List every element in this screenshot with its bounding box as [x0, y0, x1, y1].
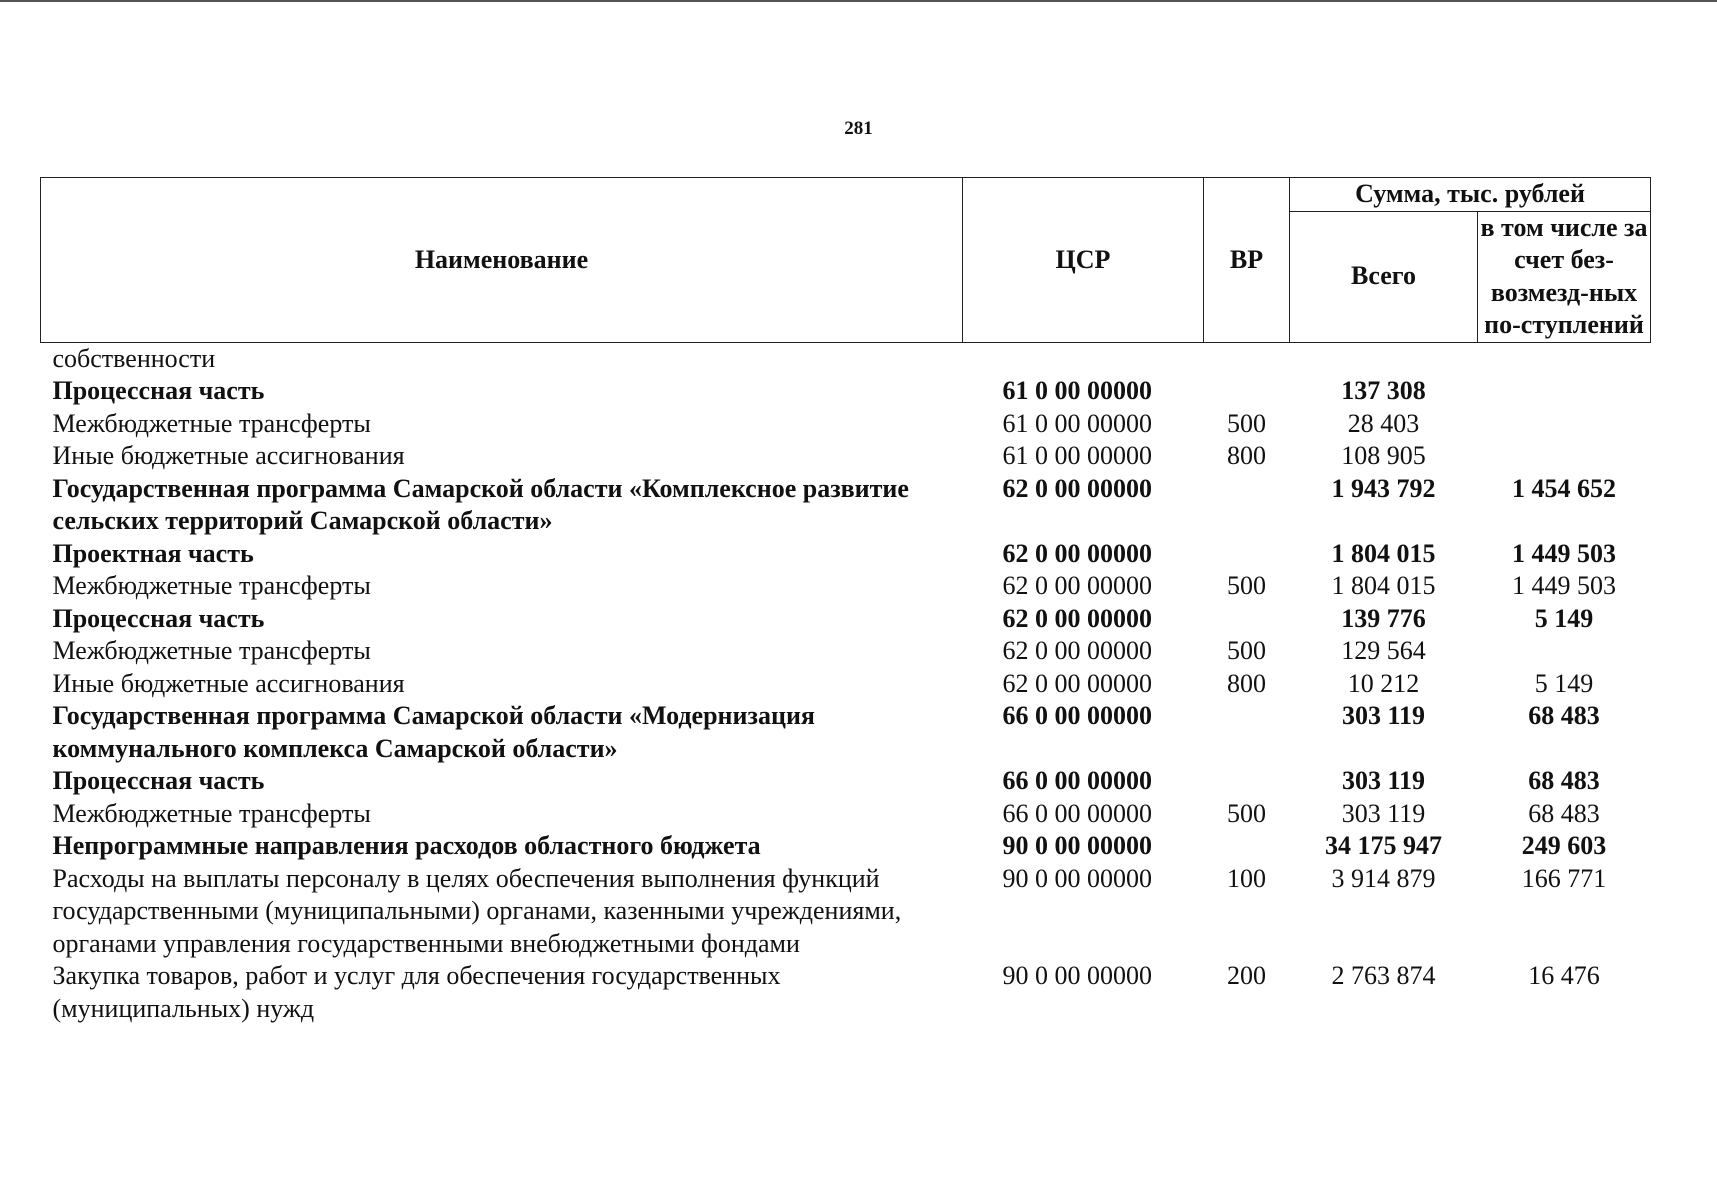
- row-name-cell: Межбюджетные трансферты: [52, 798, 371, 828]
- row-free-cell: 5 149: [1534, 603, 1594, 633]
- row-vr-cell: 800: [1227, 668, 1266, 698]
- row-vr-cell: [1204, 830, 1290, 863]
- table-row: [41, 570, 1651, 603]
- row-vr-cell: [1204, 342, 1290, 375]
- table-row: [41, 603, 1651, 636]
- row-name-cell: Расходы на выплаты персоналу в целях обеспечения выполнения функций государственными (муниципальными) органами, казенными учреждениями, органами управления государственными внебюджетными фондами: [52, 863, 902, 958]
- row-vr-cell: 500: [1227, 636, 1266, 665]
- row-csr-cell: 62 0 00 00000: [1002, 538, 1152, 568]
- row-total-cell: 1 804 015: [1331, 538, 1436, 568]
- row-name-cell: Процессная часть: [52, 376, 265, 405]
- row-vr-cell: [1204, 473, 1290, 538]
- row-total-cell: 139 776: [1341, 603, 1426, 633]
- row-vr-cell: 100: [1227, 863, 1266, 893]
- table-row: [41, 700, 1651, 765]
- row-total-cell: 129 564: [1341, 636, 1426, 665]
- header-name: Наименование: [41, 178, 963, 343]
- row-free-cell: 68 483: [1528, 766, 1600, 795]
- table-row: [41, 798, 1651, 831]
- row-total-cell: 28 403: [1347, 408, 1420, 438]
- row-total-cell: [1290, 342, 1478, 375]
- row-name-cell: Процессная часть: [52, 766, 265, 795]
- table-row: [41, 765, 1651, 798]
- row-name-cell: Непрограммные направления расходов областного бюджета: [52, 831, 761, 860]
- row-vr-cell: [1204, 603, 1290, 636]
- row-total-cell: 3 914 879: [1331, 863, 1436, 893]
- row-vr-cell: 500: [1227, 571, 1266, 600]
- row-total-cell: 34 175 947: [1325, 831, 1442, 860]
- row-csr-cell: 62 0 00 00000: [1002, 603, 1152, 633]
- row-vr-cell: [1204, 375, 1290, 408]
- row-free-cell: [1478, 375, 1651, 408]
- row-csr-cell: 66 0 00 00000: [1002, 798, 1152, 828]
- row-free-cell: [1478, 635, 1651, 668]
- table-row: [41, 635, 1651, 668]
- page-number: 281: [844, 118, 873, 139]
- table-row: [41, 863, 1651, 961]
- row-vr-cell: [1204, 765, 1290, 798]
- row-name-cell: Межбюджетные трансферты: [52, 571, 371, 600]
- table-row: [41, 473, 1651, 538]
- row-name-cell: Межбюджетные трансферты: [52, 408, 371, 438]
- row-free-cell: 166 771: [1521, 863, 1607, 893]
- row-total-cell: 137 308: [1341, 376, 1426, 405]
- row-vr-cell: 500: [1227, 798, 1266, 828]
- row-csr-cell: 90 0 00 00000: [1002, 961, 1152, 990]
- row-name-cell: Иные бюджетные ассигнования: [52, 668, 405, 698]
- budget-table: [40, 177, 1651, 1025]
- row-csr-cell: 62 0 00 00000: [1002, 636, 1152, 665]
- row-total-cell: 303 119: [1341, 701, 1426, 730]
- row-free-cell: 1 449 503: [1512, 571, 1616, 600]
- row-free-cell: 1 449 503: [1512, 538, 1616, 568]
- row-free-cell: 1 454 652: [1512, 473, 1616, 503]
- header-sum: Сумма, тыс. рублей: [1290, 178, 1651, 212]
- row-csr-cell: 62 0 00 00000: [1002, 473, 1152, 503]
- row-name-cell: Межбюджетные трансферты: [52, 636, 371, 665]
- row-free-cell: [1478, 440, 1651, 473]
- row-name-cell: Проектная часть: [52, 538, 254, 568]
- row-total-cell: 1 943 792: [1331, 473, 1436, 503]
- row-free-cell: 68 483: [1528, 701, 1600, 730]
- row-csr-cell: 90 0 00 00000: [1002, 831, 1152, 860]
- row-csr-cell: [963, 342, 1204, 375]
- row-vr-cell: [1204, 538, 1290, 571]
- table-row: [41, 538, 1651, 571]
- row-free-cell: 249 603: [1521, 831, 1607, 860]
- row-csr-cell: 66 0 00 00000: [1002, 701, 1152, 730]
- row-csr-cell: 61 0 00 00000: [1002, 441, 1152, 470]
- header-free: в том числе за счет без-возмезд-ных по-ступлений: [1478, 211, 1651, 342]
- row-csr-cell: 62 0 00 00000: [1002, 571, 1152, 600]
- table-row: [41, 375, 1651, 408]
- row-total-cell: 10 212: [1347, 668, 1420, 698]
- row-total-cell: 303 119: [1341, 766, 1426, 795]
- row-csr-cell: 90 0 00 00000: [1002, 863, 1152, 893]
- row-name-cell: Закупка товаров, работ и услуг для обеспечения государственных (муниципальных) нужд: [52, 961, 781, 1023]
- row-free-cell: 68 483: [1528, 798, 1600, 828]
- row-total-cell: 1 804 015: [1331, 571, 1436, 600]
- row-free-cell: 16 476: [1528, 961, 1600, 990]
- page-top-border: [0, 0, 1717, 2]
- row-csr-cell: 66 0 00 00000: [1002, 766, 1152, 795]
- table-row: [41, 960, 1651, 1025]
- row-name-cell: Процессная часть: [52, 603, 265, 633]
- table-header: [41, 178, 1651, 343]
- row-csr-cell: 61 0 00 00000: [1002, 376, 1152, 405]
- row-csr-cell: 61 0 00 00000: [1002, 408, 1152, 438]
- row-name-cell: собственности: [52, 343, 216, 373]
- table-row: [41, 668, 1651, 701]
- table-row: [41, 830, 1651, 863]
- row-total-cell: 2 763 874: [1331, 961, 1436, 990]
- row-vr-cell: 200: [1227, 961, 1266, 990]
- row-name-cell: Государственная программа Самарской области «Модернизация коммунального комплекса Самарской области»: [52, 701, 815, 763]
- row-name-cell: Иные бюджетные ассигнования: [52, 441, 405, 470]
- row-free-cell: [1478, 342, 1651, 375]
- row-vr-cell: 500: [1227, 408, 1266, 438]
- row-vr-cell: 800: [1227, 441, 1266, 470]
- row-name-cell: Государственная программа Самарской области «Комплексное развитие сельских территорий Самарской области»: [52, 473, 909, 535]
- row-free-cell: 5 149: [1534, 668, 1594, 698]
- row-total-cell: 303 119: [1341, 798, 1426, 828]
- row-free-cell: [1478, 408, 1651, 441]
- table-row: [41, 342, 1651, 375]
- row-total-cell: 108 905: [1341, 441, 1426, 470]
- header-csr: ЦСР: [963, 178, 1204, 343]
- header-total: Всего: [1290, 211, 1478, 342]
- table-row: [41, 408, 1651, 441]
- row-csr-cell: 62 0 00 00000: [1002, 668, 1152, 698]
- row-vr-cell: [1204, 700, 1290, 765]
- table-row: [41, 440, 1651, 473]
- header-vr: ВР: [1204, 178, 1290, 343]
- table-body: [41, 342, 1651, 1025]
